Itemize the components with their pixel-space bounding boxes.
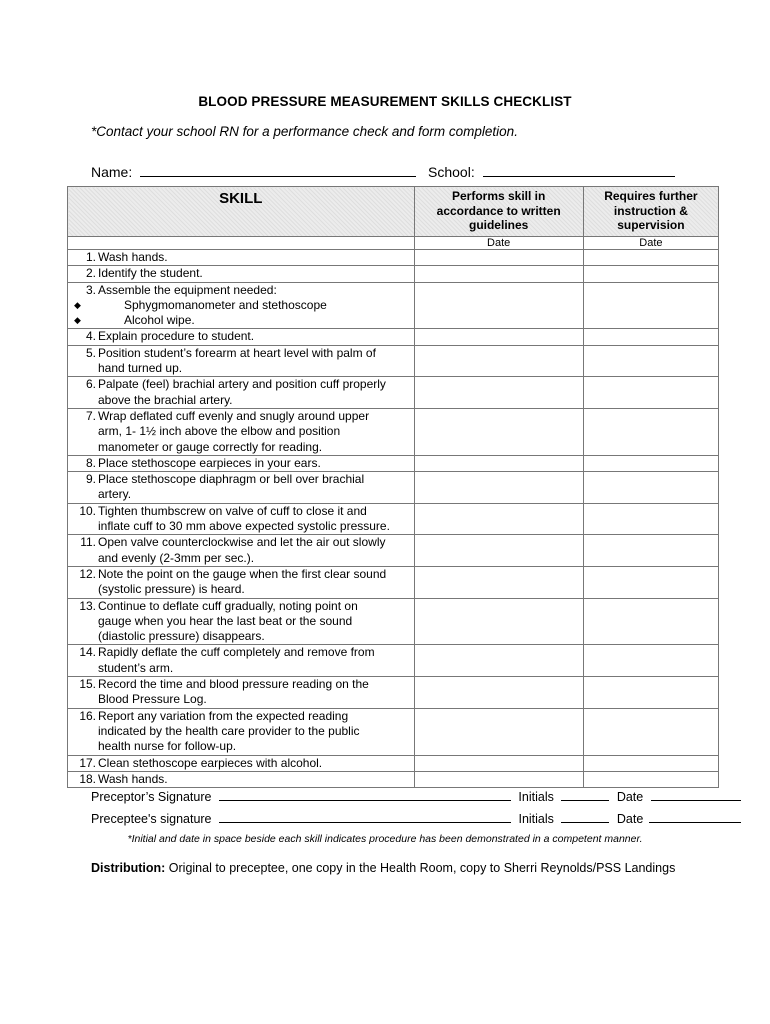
table-row [68,708,719,755]
skill-line [68,709,414,724]
skill-number [68,487,98,502]
requires-instruction-date-cell[interactable] [583,455,718,471]
preceptor-date-label: Date [616,790,644,804]
skill-number: 15. [79,677,96,692]
table-row [68,408,719,455]
performs-skill-date-cell[interactable] [414,266,583,282]
school-field[interactable] [483,164,675,177]
skill-text: (systolic pressure) is heard. [98,582,245,597]
skill-text: Clean stethoscope earpieces with alcohol. [98,755,323,770]
requires-date-label: Date [583,237,718,250]
skill-text: Note the point on the gauge when the first clear sound [98,566,387,581]
skill-line [68,567,414,582]
skill-cell [68,455,415,471]
skill-line [68,504,414,519]
distribution-label: Distribution: [91,861,166,875]
skill-number: 6. [85,377,96,392]
skill-number [68,661,98,676]
table-row [68,455,719,471]
performs-skill-date-cell[interactable] [414,677,583,709]
table-row [68,250,719,266]
diamond-bullet-icon: ◆ [74,315,81,326]
skill-text: Wash hands. [98,250,168,264]
school-label: School: [428,164,475,180]
skill-line [68,614,414,629]
page-subtitle: *Contact your school RN for a performance check and form completion. [91,124,518,139]
preceptee-date-field[interactable] [649,810,741,823]
skill-number [68,739,98,754]
table-row [68,503,719,535]
skill-text: above the brachial artery. [98,392,233,407]
skill-number: 5. [85,345,96,360]
requires-instruction-date-cell[interactable] [583,708,718,755]
performs-skill-date-cell[interactable] [414,282,583,329]
name-field[interactable] [140,164,416,177]
skill-text: Continue to deflate cuff gradually, noting point on [98,598,358,613]
preceptor-initials-field[interactable] [561,788,609,801]
skill-line [68,472,414,487]
preceptor-initials-label: Initials [518,790,554,804]
skill-text: Wash hands. [98,771,168,786]
skill-text: Palpate (feel) brachial artery and position cuff properly [98,377,386,392]
name-school-row [91,164,675,180]
performs-skill-date-cell[interactable] [414,472,583,504]
table-row [68,345,719,377]
skill-number: 13. [79,598,96,613]
table-row [68,377,719,409]
skill-text: health nurse for follow-up. [98,739,237,754]
skill-number: 2. [85,266,96,281]
table-row [68,677,719,709]
requires-instruction-date-cell[interactable] [583,472,718,504]
table-row [68,472,719,504]
skill-number: 7. [85,408,96,423]
skill-number: 16. [79,708,96,723]
performs-skill-date-cell[interactable] [414,345,583,377]
skill-date-spacer [68,237,415,250]
completion-note: *Initial and date in space beside each skill indicates procedure has been demonstrated in a competent manner. [127,833,643,845]
skill-cell [68,566,415,598]
skill-number [68,519,98,534]
preceptee-signature-field[interactable] [219,810,511,823]
skill-cell [68,345,415,377]
requires-instruction-date-cell[interactable] [583,266,718,282]
skill-text: Position student’s forearm at heart level with palm of [98,345,376,360]
requires-instruction-date-cell[interactable] [583,677,718,709]
performs-skill-date-cell[interactable] [414,503,583,535]
skill-line [68,456,414,471]
requires-instruction-column-header [583,187,718,237]
skill-number: 11. [80,535,96,550]
skill-text: Report any variation from the expected reading [98,708,349,723]
performs-skill-date-cell[interactable] [414,250,583,266]
skill-number: 17. [79,755,96,770]
skill-cell [68,503,415,535]
skill-text: Assemble the equipment needed: [98,282,277,297]
requires-instruction-date-cell[interactable] [583,598,718,645]
skill-text: and evenly (2-3mm per sec.). [98,550,255,565]
equipment-item-text: Alcohol wipe. [124,313,195,328]
performs-skill-date-cell[interactable] [414,755,583,771]
requires-instruction-date-cell[interactable] [583,645,718,677]
skill-cell [68,377,415,409]
skill-number [68,551,98,566]
skill-text: Place stethoscope diaphragm or bell over brachial [98,472,365,487]
name-label: Name: [91,164,133,180]
skill-cell [68,408,415,455]
skill-cell [68,535,415,567]
skill-text: (diastolic pressure) disappears. [98,629,265,644]
requires-instruction-date-cell[interactable] [583,535,718,567]
skill-line [68,393,414,408]
preceptee-initials-field[interactable] [561,810,609,823]
skill-cell [68,329,415,345]
skill-cell [68,708,415,755]
performs-skill-column-header [414,187,583,237]
skill-line [68,661,414,676]
skill-text: Record the time and blood pressure reading on the [98,677,369,692]
skill-text: artery. [98,487,132,502]
skill-line [68,645,414,660]
skill-text: indicated by the health care provider to the public [98,723,360,738]
skill-number [68,629,98,644]
skill-number: 10. [79,503,96,518]
requires-instruction-date-cell[interactable] [583,771,718,787]
preceptor-signature-row [91,788,741,804]
skill-cell [68,472,415,504]
performs-skill-date-cell[interactable] [414,598,583,645]
skills-checklist-table [67,186,719,788]
preceptor-date-field[interactable] [651,788,741,801]
table-row [68,266,719,282]
performs-skill-date-cell[interactable] [414,377,583,409]
requires-instruction-date-cell[interactable] [583,377,718,409]
requires-instruction-date-cell[interactable] [583,503,718,535]
skill-number [68,361,98,376]
skill-text: Explain procedure to student. [98,329,255,344]
table-row [68,282,719,329]
skill-line [68,756,414,771]
skill-number: 3. [85,282,96,297]
skill-cell [68,250,415,266]
skill-number [68,424,98,439]
performs-skill-date-cell[interactable] [414,645,583,677]
skill-line [68,519,414,534]
requires-instruction-date-cell[interactable] [583,329,718,345]
skill-number: 18. [79,771,96,786]
skill-line [68,629,414,644]
skill-number [68,692,98,707]
skill-line [68,377,414,392]
skill-cell [68,266,415,282]
skill-line [68,346,414,361]
skill-line [68,582,414,597]
preceptor-signature-field[interactable] [219,788,511,801]
table-row [68,755,719,771]
skill-column-header: SKILL [68,187,415,237]
skill-line [68,724,414,739]
performs-skill-date-cell[interactable] [414,455,583,471]
skill-line [68,487,414,502]
performs-date-label: Date [414,237,583,250]
distribution-text: Original to preceptee, one copy in the Health Room, copy to Sherri Reynolds/PSS Landings [168,861,676,875]
skill-number: 4. [85,329,96,344]
equipment-item-text: Sphygmomanometer and stethoscope [124,297,327,312]
table-header-row [68,187,719,237]
skill-line [68,424,414,439]
skill-number [68,582,98,597]
page-title: BLOOD PRESSURE MEASUREMENT SKILLS CHECKLIST [198,94,572,109]
skill-number: 14. [79,645,96,660]
skill-cell [68,677,415,709]
skill-number [68,724,98,739]
skill-line [68,692,414,707]
performs-skill-date-cell[interactable] [414,566,583,598]
skill-text: Blood Pressure Log. [98,692,207,707]
table-row [68,535,719,567]
preceptee-signature-label: Preceptee's signature [91,812,212,826]
table-row [68,771,719,787]
skill-cell [68,645,415,677]
skill-line [68,677,414,692]
performs-skill-date-cell[interactable] [414,708,583,755]
skill-text: Wrap deflated cuff evenly and snugly around upper [98,408,370,423]
requires-instruction-date-cell[interactable] [583,408,718,455]
table-row [68,566,719,598]
skill-number [68,440,98,455]
skill-line [68,440,414,455]
date-subheader-row [68,237,719,250]
requires-instruction-header-line: instruction & [613,203,688,218]
performs-skill-header-line: accordance to written [436,203,561,218]
skill-text: Place stethoscope earpieces in your ears. [98,455,321,470]
preceptee-date-label: Date [616,812,644,826]
skill-number [68,393,98,408]
skill-text: gauge when you hear the last beat or the sound [98,613,353,628]
table-row [68,598,719,645]
skill-line [68,599,414,614]
skill-text: Tighten thumbscrew on valve of cuff to close it and [98,503,367,518]
skill-text: hand turned up. [98,361,183,376]
requires-instruction-date-cell[interactable] [583,250,718,266]
preceptee-signature-row [91,810,741,826]
performs-skill-date-cell[interactable] [414,771,583,787]
skill-line [68,250,414,265]
preceptee-initials-label: Initials [518,812,554,826]
requires-instruction-header-line: Requires further [604,189,698,203]
skill-cell [68,771,415,787]
skill-text: Open valve counterclockwise and let the air out slowly [98,535,386,550]
skill-number [68,614,98,629]
performs-skill-header-line: Performs skill in [451,189,546,203]
table-row [68,329,719,345]
skill-line [68,266,414,281]
skill-cell [68,282,415,329]
skill-line [68,551,414,566]
skill-line [68,283,414,298]
performs-skill-date-cell[interactable] [414,535,583,567]
skill-number: 8. [85,455,96,470]
requires-instruction-date-cell[interactable] [583,345,718,377]
performs-skill-header-line: guidelines [468,218,529,232]
skill-line [68,409,414,424]
requires-instruction-date-cell[interactable] [583,755,718,771]
requires-instruction-date-cell[interactable] [583,566,718,598]
skill-cell [68,755,415,771]
requires-instruction-header-line: supervision [617,218,685,232]
equipment-item [68,313,414,328]
skill-rows [68,250,719,788]
diamond-bullet-icon: ◆ [74,299,81,310]
equipment-item [68,298,414,313]
table-row [68,645,719,677]
skill-text: Rapidly deflate the cuff completely and remove from [98,645,375,660]
skill-text: manometer or gauge correctly for reading. [98,439,323,454]
preceptor-signature-label: Preceptor’s Signature [91,790,212,804]
skill-number: 12. [79,566,96,581]
skill-cell [68,598,415,645]
skill-number: 9. [85,472,96,487]
requires-instruction-date-cell[interactable] [583,282,718,329]
skill-text: arm, 1- 1½ inch above the elbow and position [98,424,341,439]
skill-text: inflate cuff to 30 mm above expected systolic pressure. [98,519,390,534]
skill-line [68,329,414,344]
distribution-line [91,861,675,875]
skill-line [68,739,414,754]
skill-line [68,535,414,550]
performs-skill-date-cell[interactable] [414,329,583,345]
skill-text: student’s arm. [98,660,174,675]
performs-skill-date-cell[interactable] [414,408,583,455]
skill-line [68,772,414,787]
skill-number: 1. [85,250,96,264]
skill-line [68,361,414,376]
skill-text: Identify the student. [98,266,203,281]
